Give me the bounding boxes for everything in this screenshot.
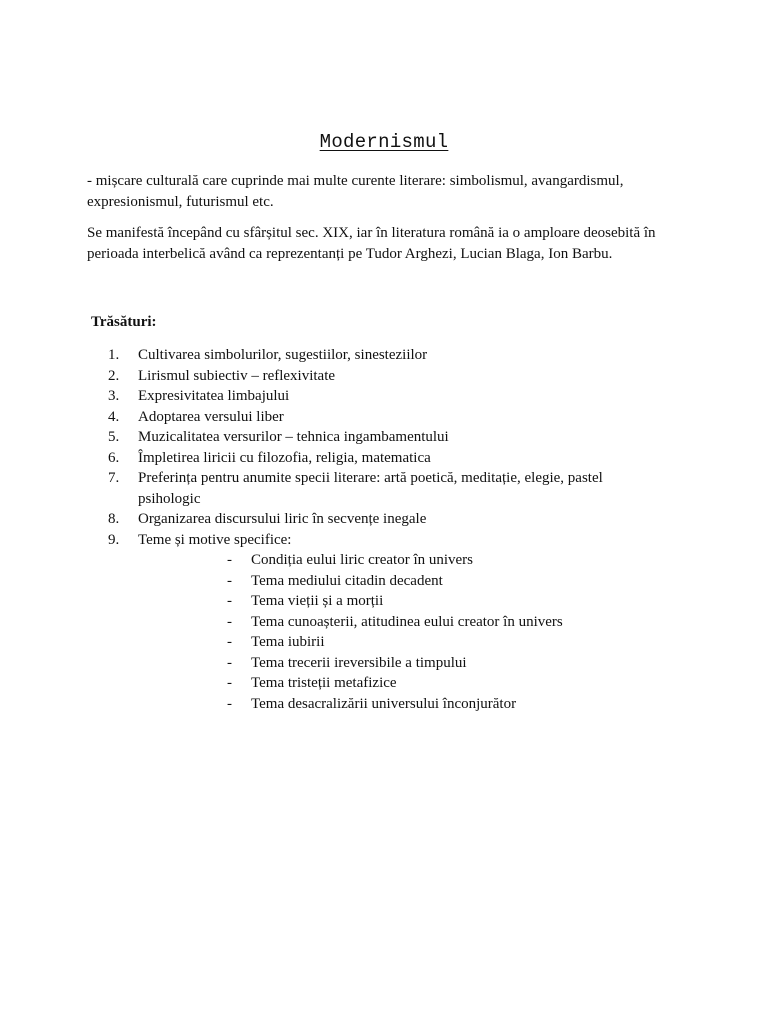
sublist-item-text: Tema desacralizării universului înconjurător (251, 695, 517, 712)
sublist-dash: - (227, 593, 232, 609)
list-item-text: Împletirea liricii cu filozofia, religia, matematica (138, 449, 431, 466)
list-item-number: 9. (108, 531, 120, 548)
document-title: Modernismul (319, 131, 449, 153)
list-item-text: Adoptarea versului liber (138, 408, 284, 425)
list-item (0, 345, 768, 366)
list-item-text: Expresivitatea limbajului (138, 388, 290, 404)
sublist-item (0, 632, 768, 653)
list-item-number: 1. (108, 347, 120, 363)
sublist-item-text: Tema vieții și a morții (251, 593, 384, 609)
sublist-item (0, 612, 768, 633)
sublist-item-text: Tema iubirii (251, 634, 325, 650)
sublist-item (0, 591, 768, 612)
themes-sublist-container (0, 550, 768, 714)
sublist-item (0, 550, 768, 571)
sublist-item-text: Condiția eului liric creator în univers (251, 552, 474, 568)
sublist-dash: - (227, 572, 232, 589)
sublist-item-text: Tema trecerii ireversibile a timpului (251, 654, 467, 671)
list-item-text: Lirismul subiectiv – reflexivitate (138, 367, 336, 384)
sublist-dash: - (227, 695, 232, 712)
list-item (0, 427, 768, 448)
list-item (0, 448, 768, 469)
sublist-item-text: Tema mediului citadin decadent (251, 572, 443, 589)
list-item (0, 509, 768, 530)
sublist-item (0, 571, 768, 592)
sublist-dash: - (227, 654, 232, 671)
features-list (0, 345, 768, 714)
list-item-text: Preferința pentru anumite specii literare: artă poetică, meditație, elegie, pastel psihologic (138, 470, 603, 507)
list-item-number: 3. (108, 388, 120, 404)
sublist-item (0, 673, 768, 694)
list-item (0, 366, 768, 387)
list-item-number: 6. (108, 449, 120, 466)
list-item-number: 5. (108, 429, 120, 445)
list-item-number: 4. (108, 408, 120, 425)
features-heading: Trăsături: (91, 314, 157, 330)
themes-sublist (0, 550, 768, 714)
context-paragraph: Se manifestă începând cu sfârșitul sec. XIX, iar în literatura română ia o amploare deosebită în perioada interbelică având ca reprezentanți pe Tudor Arghezi, Lucian Blaga, Ion Barbu. (87, 225, 656, 262)
list-item (0, 468, 768, 509)
list-item-text: Teme și motive specifice: (138, 531, 292, 548)
list-item (0, 530, 768, 551)
list-item-number: 2. (108, 367, 120, 384)
list-item-text: Cultivarea simbolurilor, sugestiilor, sinesteziilor (138, 347, 428, 363)
list-item-text: Organizarea discursului liric în secvențe inegale (138, 511, 427, 527)
list-item-number: 8. (108, 511, 120, 527)
definition-paragraph: - mișcare culturală care cuprinde mai multe curente literare: simbolismul, avangardismul, expresionismul, futurismul etc. (87, 173, 624, 210)
sublist-dash: - (227, 634, 232, 650)
list-item-number: 7. (108, 470, 120, 486)
sublist-item-text: Tema tristeții metafizice (251, 675, 397, 691)
sublist-dash: - (227, 675, 232, 691)
list-item-text: Muzicalitatea versurilor – tehnica ingambamentului (138, 429, 449, 445)
list-item (0, 386, 768, 407)
sublist-dash: - (227, 552, 232, 568)
sublist-dash: - (227, 613, 232, 630)
sublist-item (0, 694, 768, 715)
sublist-item (0, 653, 768, 674)
sublist-item-text: Tema cunoașterii, atitudinea eului creator în univers (251, 613, 563, 630)
list-item (0, 407, 768, 428)
